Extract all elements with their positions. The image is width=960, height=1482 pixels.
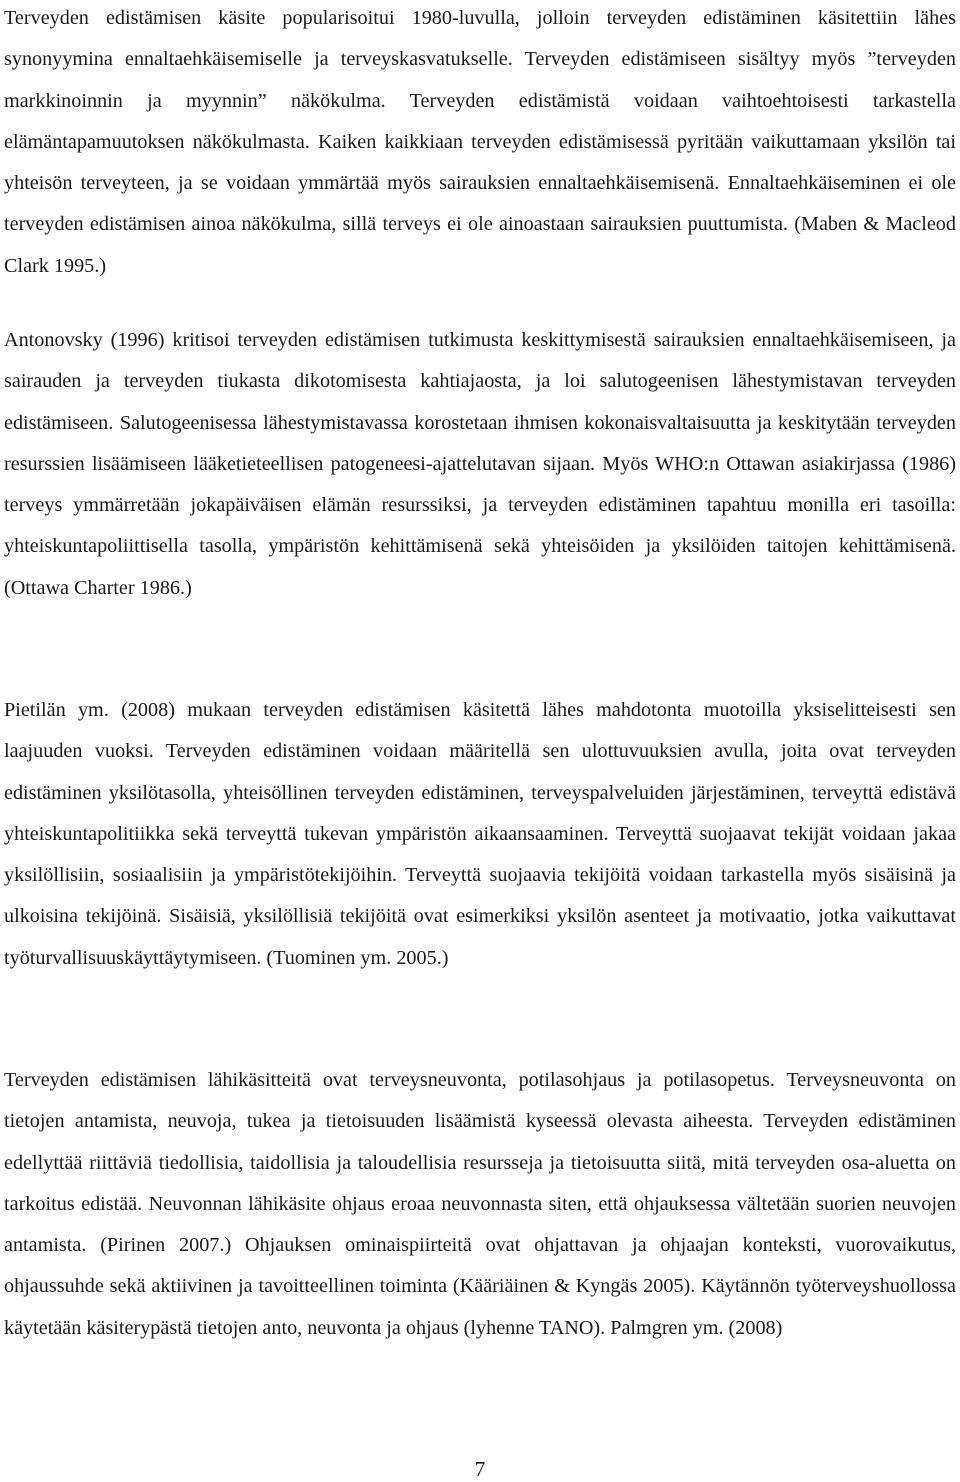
page-number: 7 bbox=[474, 1457, 486, 1481]
paragraph: Terveyden edistämisen lähikäsitteitä ovat terveysneuvonta, potilasohjaus ja potilasopetus. Terveysneuvonta on tietojen antamista, neuvoja, tukea ja tietoisuuden lisäämistä kyseessä olevasta aiheesta. Terveyden edistäminen edellyttää riittäviä tiedollisia, taidollisia ja taloudellisia resursseja ja tietoisuutta siitä, mitä terveyden osa-aluetta on tarkoitus edistää. Neuvonnan lähikäsite ohjaus eroaa neuvonnasta siten, että ohjauksessa vältetään suorien neuvojen antamista. (Pirinen 2007.) Ohjauksen ominaispiirteitä ovat ohjattavan ja ohjaajan konteksti, vuorovaikutus, ohjaussuhde sekä aktiivinen ja tavoitteellinen toiminta (Kääriäinen & Kyngäs 2005). Käytännön työterveyshuollossa käytetään käsiterypästä tietojen anto, neuvonta ja ohjaus (lyhenne TANO). Palmgren ym. (2008) bbox=[4, 1069, 956, 1339]
paragraph: Antonovsky (1996) kritisoi terveyden edistämisen tutkimusta keskittymisestä sairauksien ennaltaehkäisemiseen, ja sairauden ja terveyden tiukasta dikotomisesta kahtiajaosta, ja loi salutogeenisen lähestymistavan terveyden edistämiseen. Salutogeenisessa lähestymistavassa korostetaan ihmisen kokonaisvaltaisuutta ja keskitytään terveyden resurssien lisäämiseen lääketieteellisen patogeneesi-ajattelutavan sijaan. Myös WHO:n Ottawan asiakirjassa (1986) terveys ymmärretään jokapäiväisen elämän resurssiksi, ja terveyden edistäminen tapahtuu monilla eri tasoilla: yhteiskuntapoliittisella tasolla, ympäristön kehittämisenä sekä yhteisöiden ja yksilöiden taitojen kehittämisenä. (Ottawa Charter 1986.) bbox=[4, 329, 956, 599]
paragraph: Pietilän ym. (2008) mukaan terveyden edistämisen käsitettä lähes mahdotonta muotoilla yksiselitteisesti sen laajuuden vuoksi. Terveyden edistäminen voidaan määritellä sen ulottuvuuksien avulla, joita ovat terveyden edistäminen yksilötasolla, yhteisöllinen terveyden edistäminen, terveyspalveluiden järjestäminen, terveyttä edistävä yhteiskuntapolitiikka sekä terveyttä tukevan ympäristön aikaansaaminen. Terveyttä suojaavat tekijät voidaan jakaa yksilöllisiin, sosiaalisiin ja ympäristötekijöihin. Terveyttä suojaavia tekijöitä voidaan tarkastella myös sisäisinä ja ulkoisina tekijöinä. Sisäisiä, yksilöllisiä tekijöitä ovat esimerkiksi yksilön asenteet ja motivaatio, jotka vaikuttavat työturvallisuuskäyttäytymiseen. (Tuominen ym. 2005.) bbox=[4, 699, 956, 969]
paragraph: Terveyden edistämisen käsite popularisoitui 1980-luvulla, jolloin terveyden edistäminen käsitettiin lähes synonyymina ennaltaehkäisemiselle ja terveyskasvatukselle. Terveyden edistämiseen sisältyy myös ”terveyden markkinoinnin ja myynnin” näkökulma. Terveyden edistämistä voidaan vaihtoehtoisesti tarkastella elämäntapamuutoksen näkökulmasta. Kaiken kaikkiaan terveyden edistämisessä pyritään vaikuttamaan yksilön tai yhteisön terveyteen, ja se voidaan ymmärtää myös sairauksien ennaltaehkäisemisenä. Ennaltaehkäiseminen ei ole terveyden edistämisen ainoa näkökulma, sillä terveys ei ole ainoastaan sairauksien puuttumista. (Maben & Macleod Clark 1995.) bbox=[4, 7, 956, 277]
